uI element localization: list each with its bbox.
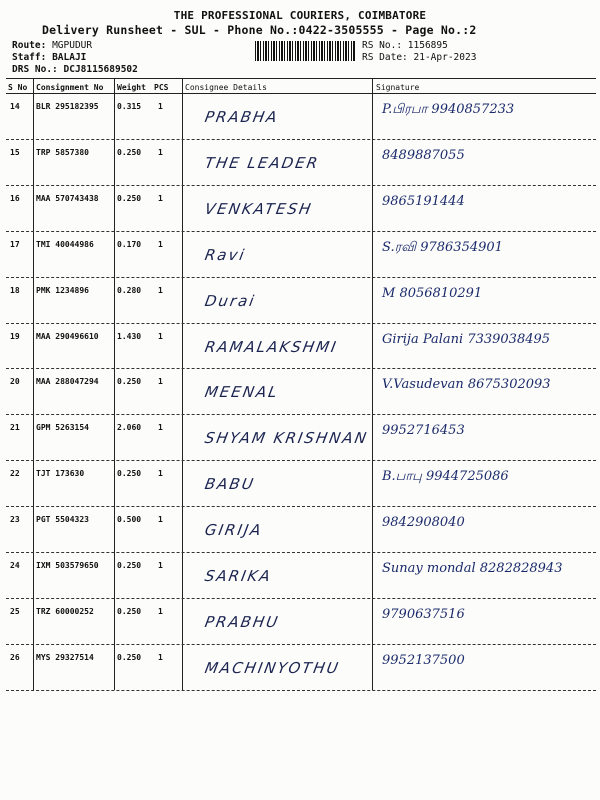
row-weight: 1.430 <box>117 331 142 341</box>
row-sno: 26 <box>10 652 20 662</box>
row-signature-handwritten: B.பாபு 9944725086 <box>382 469 509 485</box>
row-divider <box>6 506 596 507</box>
row-weight: 0.250 <box>117 606 142 616</box>
row-divider <box>6 139 596 140</box>
staff-value: BALAJI <box>52 52 87 63</box>
row-weight: 0.250 <box>117 147 142 157</box>
row-weight: 0.170 <box>117 239 142 249</box>
rs-no-value: 1156895 <box>407 40 448 51</box>
staff-line <box>12 52 86 64</box>
row-divider <box>6 690 596 691</box>
row-consignee-handwritten: PRABHA <box>203 108 281 126</box>
rs-date-label: RS Date: <box>362 52 408 63</box>
runsheet-subtitle: Delivery Runsheet - SUL - Phone No.:0422-3505555 - Page No.:2 <box>42 23 477 37</box>
row-consignment-no: MAA 290496610 <box>36 331 99 341</box>
row-weight: 2.060 <box>117 423 142 433</box>
row-pcs: 1 <box>158 469 163 479</box>
row-consignment-no: MAA 570743438 <box>36 193 99 203</box>
row-pcs: 1 <box>158 193 163 203</box>
row-consignee-handwritten: Durai <box>203 291 258 310</box>
row-weight: 0.280 <box>117 285 142 295</box>
row-divider <box>6 185 596 186</box>
row-sno: 21 <box>10 423 20 433</box>
col-header-weight: Weight <box>117 83 146 92</box>
row-weight: 0.250 <box>117 469 142 479</box>
row-consignment-no: MAA 288047294 <box>36 377 99 387</box>
row-weight: 0.500 <box>117 515 142 525</box>
row-weight: 0.250 <box>117 652 142 662</box>
row-consignment-no: TJT 173630 <box>36 469 85 479</box>
row-consignee-handwritten: VENKATESH <box>203 199 315 218</box>
row-weight: 0.250 <box>117 193 142 203</box>
row-divider <box>6 368 596 369</box>
col-header-consignment: Consignment No <box>36 83 104 92</box>
drs-value: DCJ8115689502 <box>63 64 138 75</box>
company-title: THE PROFESSIONAL COURIERS, COIMBATORE <box>173 9 427 22</box>
row-signature-handwritten: P.பிரபா 9940857233 <box>382 102 515 117</box>
table-top-rule <box>6 78 596 79</box>
row-signature-handwritten: 9952716453 <box>382 423 465 439</box>
row-sno: 18 <box>10 285 20 295</box>
row-consignee-handwritten: MEENAL <box>203 383 281 402</box>
row-consignment-no: PGT 5504323 <box>36 515 89 525</box>
row-sno: 15 <box>10 147 20 157</box>
row-signature-handwritten: V.Vasudevan 8675302093 <box>382 377 551 393</box>
row-consignment-no: IXM 503579650 <box>36 561 99 570</box>
row-divider <box>6 277 596 278</box>
row-pcs: 1 <box>158 331 163 341</box>
rs-date-line <box>362 52 476 64</box>
rs-no-label: RS No.: <box>362 40 403 51</box>
row-pcs: 1 <box>158 285 163 295</box>
row-consignee-handwritten: Ravi <box>203 245 248 264</box>
row-pcs: 1 <box>158 423 163 433</box>
row-pcs: 1 <box>158 652 163 662</box>
row-divider <box>6 598 596 599</box>
col-header-pcs: PCS <box>154 83 169 92</box>
row-weight: 0.250 <box>117 377 142 387</box>
row-signature-handwritten: S.ரவி 9786354901 <box>382 239 503 255</box>
row-divider <box>6 552 596 553</box>
row-consignee-handwritten: SHYAM KRISHNAN <box>203 429 370 448</box>
route-line <box>12 40 92 52</box>
row-signature-handwritten: Sunay mondal 8282828943 <box>382 561 563 576</box>
route-label: Route: <box>12 40 47 51</box>
row-signature-handwritten: 9952137500 <box>382 652 465 668</box>
row-consignment-no: PMK 1234896 <box>36 285 89 295</box>
drs-line <box>12 64 138 76</box>
drs-label: DRS No.: <box>12 64 58 75</box>
row-pcs: 1 <box>158 147 163 157</box>
row-divider <box>6 231 596 232</box>
row-consignment-no: MYS 29327514 <box>36 652 94 662</box>
row-pcs: 1 <box>158 561 163 570</box>
rs-no-line <box>362 40 448 52</box>
row-sno: 20 <box>10 377 20 387</box>
row-sno: 24 <box>10 561 20 570</box>
row-pcs: 1 <box>158 606 163 616</box>
route-value: MGPUDUR <box>52 40 93 51</box>
row-sno: 16 <box>10 193 20 203</box>
row-signature-handwritten: 9842908040 <box>382 515 465 531</box>
row-consignee-handwritten: BABU <box>203 475 257 494</box>
row-consignment-no: TRP 5857380 <box>36 147 89 157</box>
row-divider <box>6 323 596 324</box>
col-header-consignee: Consignee Details <box>185 83 267 92</box>
row-pcs: 1 <box>158 377 163 387</box>
row-consignee-handwritten: PRABHU <box>203 612 281 631</box>
row-weight: 0.315 <box>117 102 142 111</box>
col-header-sno: S No <box>8 83 28 92</box>
row-signature-handwritten: 9865191444 <box>382 193 465 209</box>
row-sno: 14 <box>10 102 20 111</box>
row-signature-handwritten: 9790637516 <box>382 606 465 622</box>
row-sno: 17 <box>10 239 20 249</box>
row-signature-handwritten: M 8056810291 <box>382 285 483 301</box>
row-consignment-no: GPM 5263154 <box>36 423 89 433</box>
row-sno: 23 <box>10 515 20 525</box>
row-consignment-no: BLR 295182395 <box>36 102 99 111</box>
row-sno: 25 <box>10 606 20 616</box>
barcode <box>255 41 355 61</box>
row-signature-handwritten: 8489887055 <box>382 147 465 163</box>
staff-label: Staff: <box>12 52 47 63</box>
row-divider <box>6 644 596 645</box>
row-consignment-no: TRZ 60000252 <box>36 606 94 616</box>
row-divider <box>6 460 596 461</box>
row-pcs: 1 <box>158 102 163 111</box>
row-consignment-no: TMI 40044986 <box>36 239 94 249</box>
row-sno: 22 <box>10 469 20 479</box>
col-header-signature: Signature <box>376 83 420 92</box>
row-consignee-handwritten: SARIKA <box>203 567 274 585</box>
row-pcs: 1 <box>158 515 163 525</box>
table-header-rule <box>6 93 596 94</box>
row-consignee-handwritten: MACHINYOTHU <box>203 658 342 677</box>
row-consignee-handwritten: GIRIJA <box>203 521 265 540</box>
row-weight: 0.250 <box>117 561 142 570</box>
row-pcs: 1 <box>158 239 163 249</box>
rs-date-value: 21-Apr-2023 <box>413 52 477 63</box>
row-consignee-handwritten: RAMALAKSHMI <box>203 337 340 356</box>
row-sno: 19 <box>10 331 20 341</box>
row-divider <box>6 414 596 415</box>
row-consignee-handwritten: THE LEADER <box>203 153 321 172</box>
row-signature-handwritten: Girija Palani 7339038495 <box>382 331 551 347</box>
